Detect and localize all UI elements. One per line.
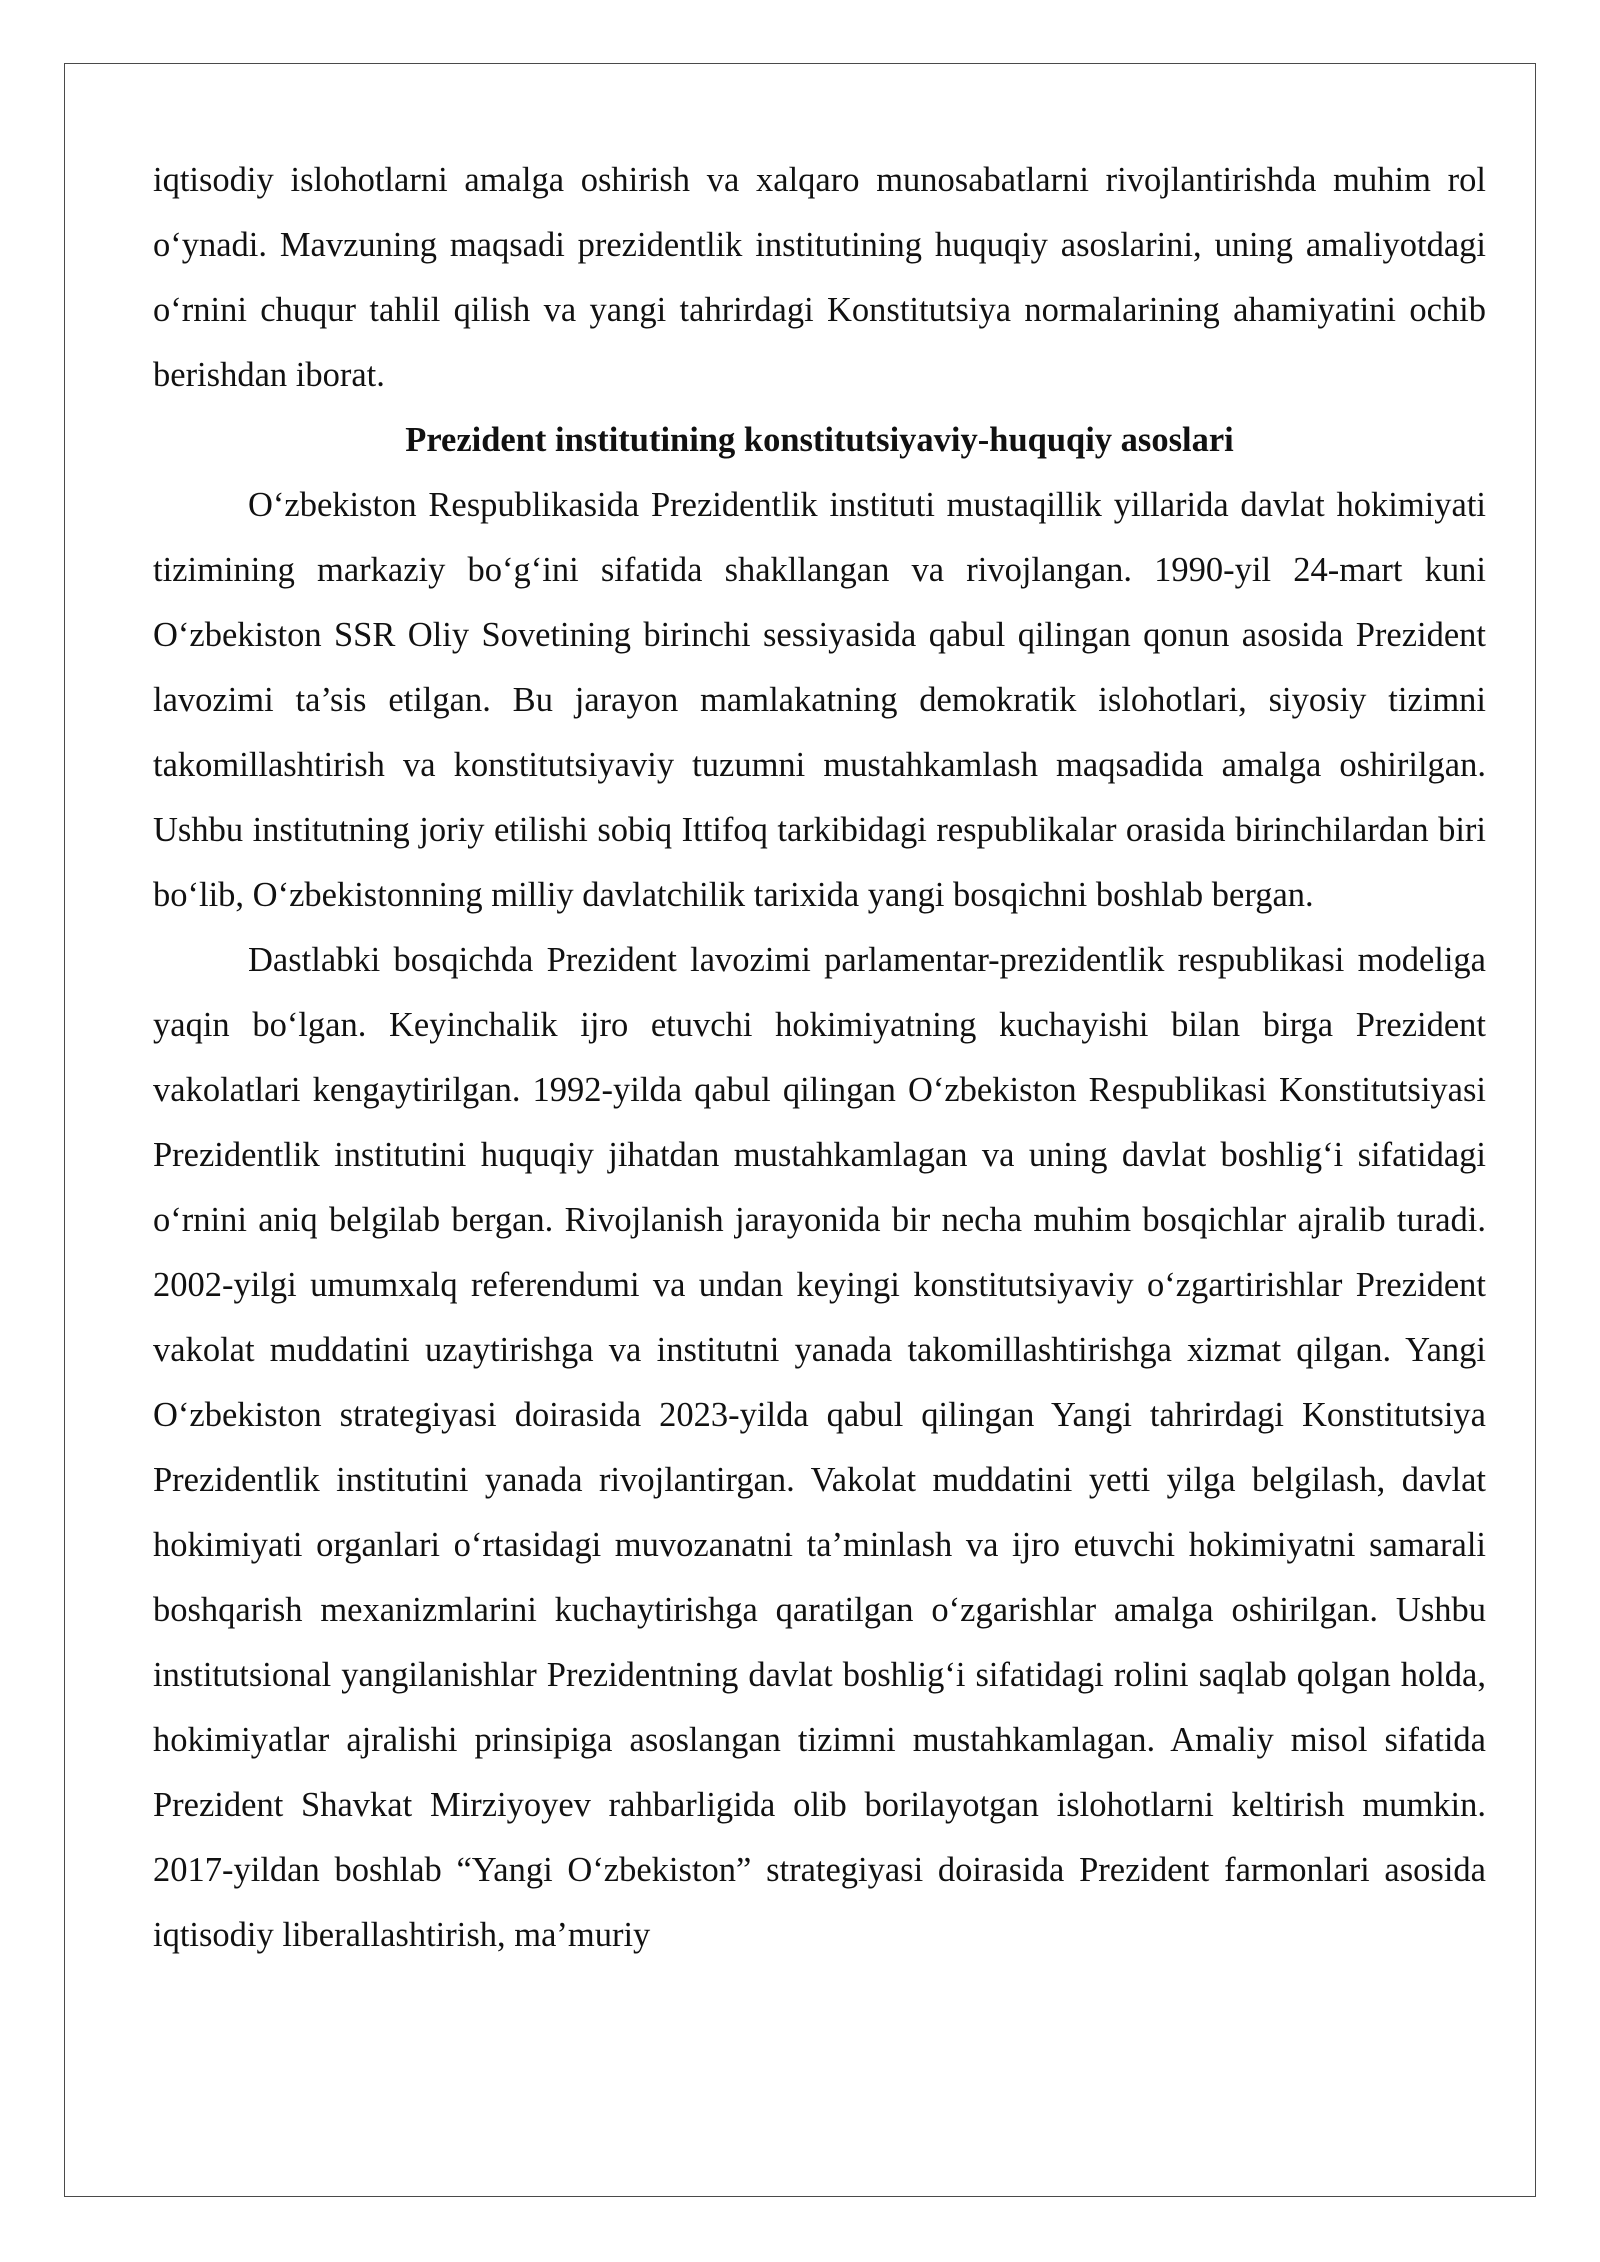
document-body (153, 148, 1486, 1968)
paragraph-intro: iqtisodiy islohotlarni amalga oshirish va xalqaro munosabatlarni rivojlantirishda muhim rol o‘ynadi. Mavzuning maqsadi prezidentlik institutining huquqiy asoslarini, uning amaliyotdagi o‘rnini chuqur tahlil qilish va yangi tahrirdagi Konstitutsiya normalarining ahamiyatini ochib berishdan iborat. (153, 161, 1486, 394)
paragraph-1: O‘zbekiston Respublikasida Prezidentlik instituti mustaqillik yillarida davlat hokimiyati tizimining markaziy bo‘g‘ini sifatida shakllangan va rivojlangan. 1990-yil 24-mart kuni O‘zbekiston SSR Oliy Sovetining birinchi sessiyasida qabul qilingan qonun asosida Prezident lavozimi ta’sis etilgan. Bu jarayon mamlakatning demokratik islohotlari, siyosiy tizimni takomillashtirish va konstitutsiyaviy tuzumni mustahkamlash maqsadida amalga oshirilgan. Ushbu institutning joriy etilishi sobiq Ittifoq tarkibidagi respublikalar orasida birinchilardan biri bo‘lib, O‘zbekistonning milliy davlatchilik tarixida yangi bosqichni boshlab bergan. (153, 486, 1486, 914)
section-heading: Prezident institutining konstitutsiyaviy-huquqiy asoslari (405, 421, 1234, 459)
paragraph-2: Dastlabki bosqichda Prezident lavozimi parlamentar-prezidentlik respublikasi modeliga yaqin bo‘lgan. Keyinchalik ijro etuvchi hokimiyatning kuchayishi bilan birga Prezident vakolatlari kengaytirilgan. 1992-yilda qabul qilingan O‘zbekiston Respublikasi Konstitutsiyasi Prezidentlik institutini huquqiy jihatdan mustahkamlagan va uning davlat boshlig‘i sifatidagi o‘rnini aniq belgilab bergan. Rivojlanish jarayonida bir necha muhim bosqichlar ajralib turadi. 2002-yilgi umumxalq referendumi va undan keyingi konstitutsiyaviy o‘zgartirishlar Prezident vakolat muddatini uzaytirishga va institutni yanada takomillashtirishga xizmat qilgan. Yangi O‘zbekiston strategiyasi doirasida 2023-yilda qabul qilingan Yangi tahrirdagi Konstitutsiya Prezidentlik institutini yanada rivojlantirgan. Vakolat muddatini yetti yilga belgilash, davlat hokimiyati organlari o‘rtasidagi muvozanatni ta’minlash va ijro etuvchi hokimiyatni samarali boshqarish mexanizmlarini kuchaytirishga qaratilgan o‘zgarishlar amalga oshirilgan. Ushbu institutsional yangilanishlar Prezidentning davlat boshlig‘i sifatidagi rolini saqlab qolgan holda, hokimiyatlar ajralishi prinsipiga asoslangan tizimni mustahkamlagan. Amaliy misol sifatida Prezident Shavkat Mirziyoyev rahbarligida olib borilayotgan islohotlarni keltirish mumkin. 2017-yildan boshlab “Yangi O‘zbekiston” strategiyasi doirasida Prezident farmonlari asosida iqtisodiy liberallashtirish, ma’muriy (153, 941, 1486, 1954)
